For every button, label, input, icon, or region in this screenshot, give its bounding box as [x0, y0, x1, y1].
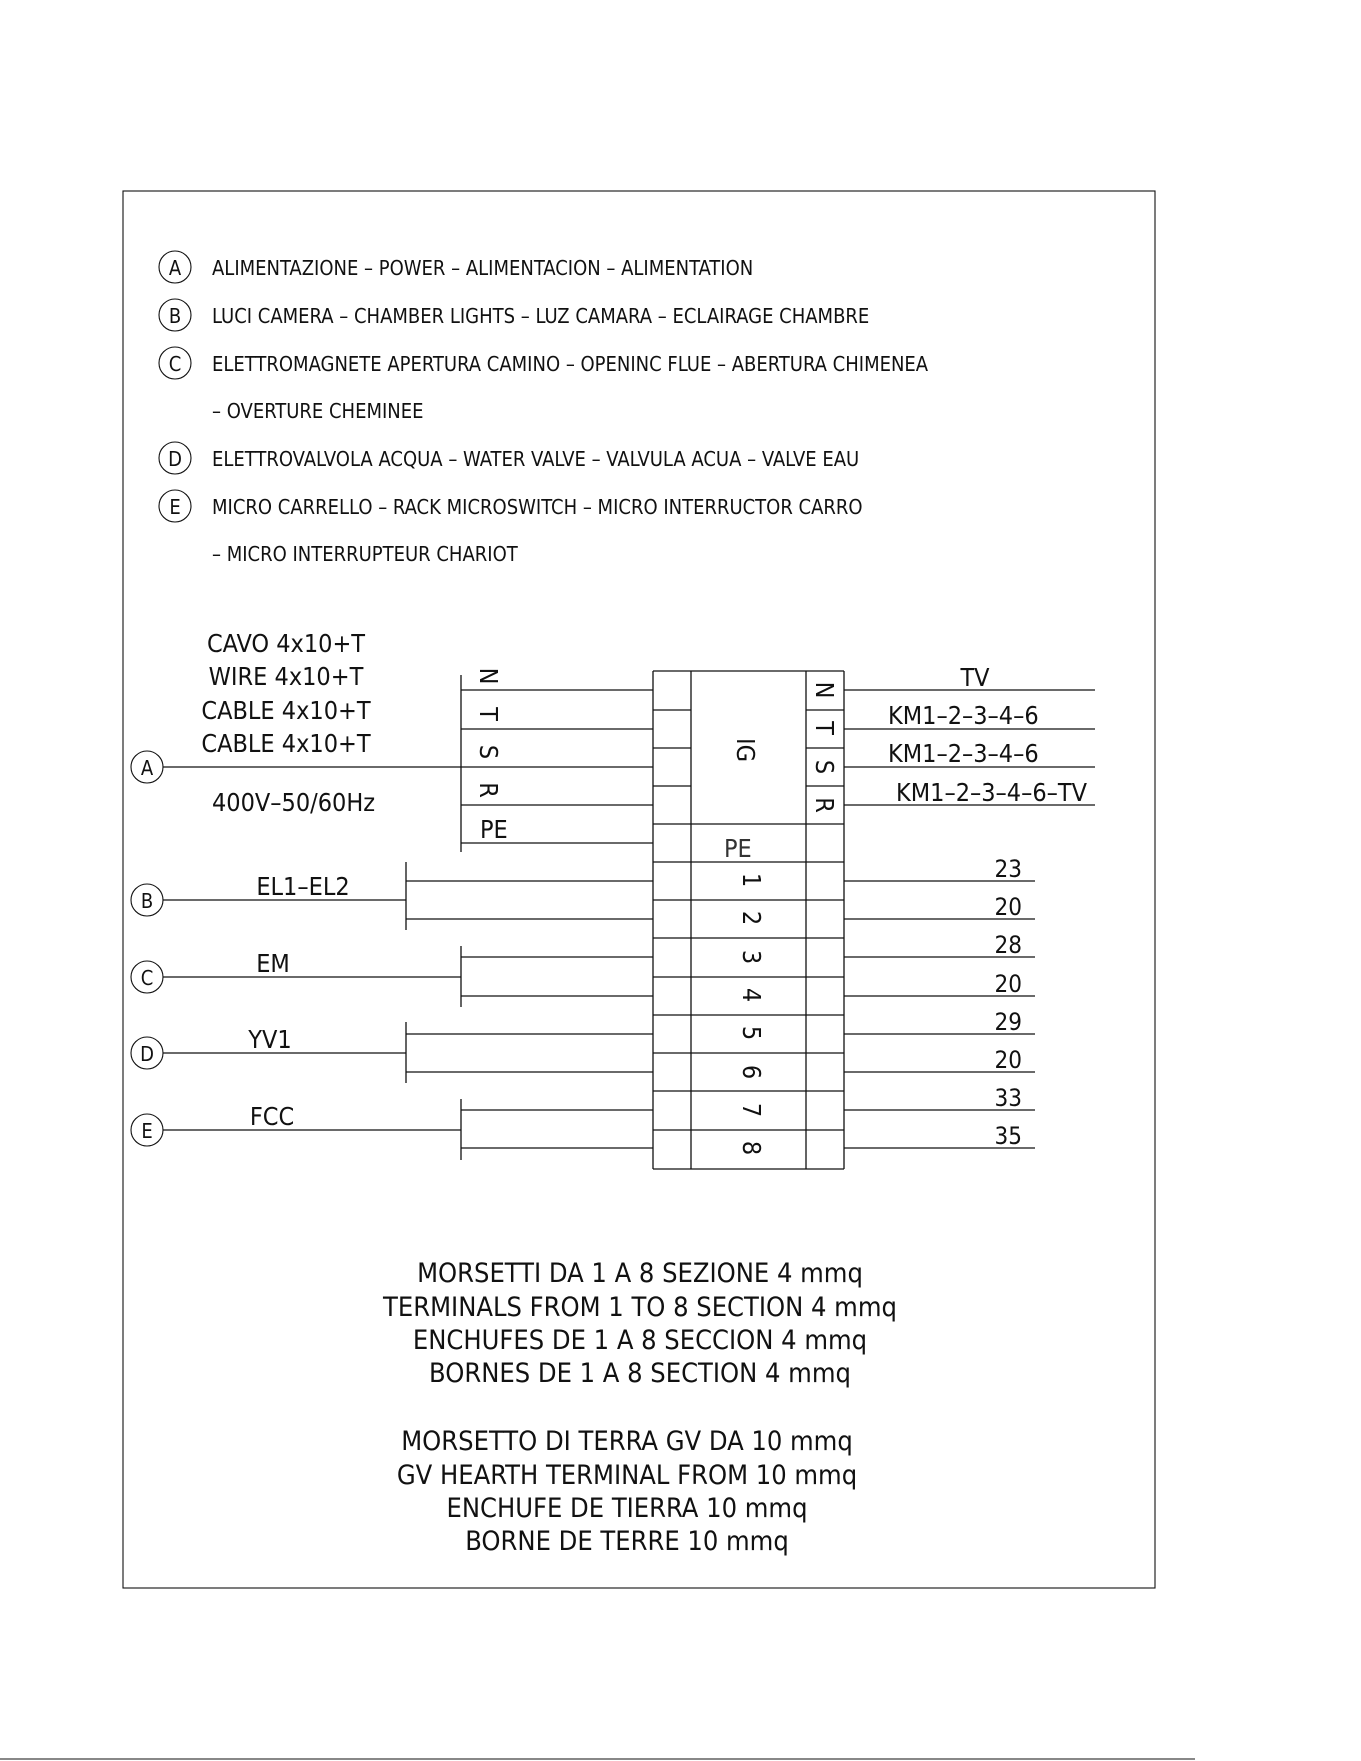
legend-item-d [159, 442, 859, 474]
load-d [131, 1022, 653, 1083]
out-phase-s: S [810, 759, 839, 775]
legend-text-continued: – MICRO INTERRUPTEUR CHARIOT [212, 542, 518, 566]
output-label-tv: TV [960, 663, 990, 692]
wire-number: 28 [994, 931, 1022, 959]
wire-number: 23 [994, 855, 1022, 883]
wire-number: 20 [994, 893, 1022, 921]
legend-text: ELETTROVALVOLA ACQUA – WATER VALVE – VALVULA ACUA – VALVE EAU [212, 447, 860, 471]
terminal-number: 5 [737, 1025, 766, 1041]
wire-number: 20 [994, 1046, 1022, 1074]
terminal-number: 2 [737, 910, 766, 926]
load-b [131, 862, 653, 930]
legend-text: LUCI CAMERA – CHAMBER LIGHTS – LUZ CAMARA – ECLAIRAGE CHAMBRE [212, 304, 870, 328]
power-supply [131, 629, 653, 852]
note-terminals-line: ENCHUFES DE 1 A 8 SECCION 4 mmq [412, 1325, 868, 1356]
phase-label-n: N [474, 667, 503, 685]
out-phase-r: R [810, 797, 839, 813]
legend-text: ALIMENTAZIONE – POWER – ALIMENTACION – ALIMENTATION [212, 256, 754, 280]
voltage-label: 400V–50/60Hz [212, 788, 376, 817]
note-earth-line: MORSETTO DI TERRA GV DA 10 mmq [401, 1426, 853, 1457]
phase-label-r: R [474, 782, 503, 798]
legend-letter: E [169, 495, 181, 519]
legend-item-e [159, 490, 863, 566]
main-switch-label: IG [731, 737, 760, 763]
phase-label-t: T [474, 707, 503, 721]
pe-label-block: PE [724, 834, 752, 863]
phase-label-s: S [474, 744, 503, 760]
note-earth-line: GV HEARTH TERMINAL FROM 10 mmq [396, 1460, 858, 1491]
note-terminals-line: BORNES DE 1 A 8 SECTION 4 mmq [429, 1358, 851, 1389]
wire-number: 35 [994, 1122, 1022, 1150]
legend-item-a [159, 251, 753, 283]
load-name: EM [256, 949, 290, 978]
cable-spec: WIRE 4x10+T [208, 662, 364, 691]
legend-text: ELETTROMAGNETE APERTURA CAMINO – OPENINC FLUE – ABERTURA CHIMENEA [212, 352, 929, 376]
cable-spec: CABLE 4x10+T [201, 729, 371, 758]
terminal-number: 7 [737, 1102, 766, 1118]
legend-text-continued: – OVERTURE CHEMINEE [212, 399, 424, 423]
note-terminals-line: MORSETTI DA 1 A 8 SEZIONE 4 mmq [417, 1258, 863, 1289]
badge-letter: A [140, 756, 154, 780]
power-outputs [844, 663, 1095, 807]
terminal-outputs [844, 855, 1035, 1150]
note-terminals-line: TERMINALS FROM 1 TO 8 SECTION 4 mmq [383, 1292, 897, 1323]
cable-spec: CAVO 4x10+T [206, 629, 366, 658]
legend-letter: B [168, 304, 182, 328]
note-earth-line: ENCHUFE DE TIERRA 10 mmq [446, 1493, 808, 1524]
load-name: EL1–EL2 [256, 872, 350, 901]
legend-letter: A [168, 256, 182, 280]
out-phase-n: N [810, 681, 839, 699]
badge-letter: B [140, 889, 154, 913]
terminal-number: 6 [737, 1064, 766, 1080]
terminal-number: 1 [737, 872, 766, 888]
cable-spec: CABLE 4x10+T [201, 696, 371, 725]
legend [159, 251, 929, 566]
terminal-number: 3 [737, 949, 766, 965]
terminal-number: 4 [737, 987, 766, 1003]
load-c [131, 946, 653, 1007]
legend-letter: C [168, 352, 182, 376]
legend-item-c [159, 347, 929, 423]
out-phase-t: T [810, 721, 839, 735]
note-earth-line: BORNE DE TERRE 10 mmq [465, 1526, 789, 1557]
wire-number: 33 [994, 1084, 1022, 1112]
output-label-km: KM1–2–3–4–6 [888, 739, 1039, 768]
output-label-km-tv: KM1–2–3–4–6–TV [896, 778, 1088, 807]
badge-letter: E [141, 1119, 153, 1143]
wire-number: 20 [994, 970, 1022, 998]
load-e [131, 1099, 653, 1160]
terminal-block [653, 671, 844, 1169]
terminal-number: 8 [737, 1140, 766, 1156]
legend-letter: D [168, 447, 182, 471]
legend-item-b [159, 299, 869, 331]
badge-letter: C [140, 966, 154, 990]
load-name: FCC [249, 1102, 295, 1131]
notes [382, 1258, 897, 1557]
output-label-km: KM1–2–3–4–6 [888, 701, 1039, 730]
legend-text: MICRO CARRELLO – RACK MICROSWITCH – MICRO INTERRUCTOR CARRO [212, 495, 863, 519]
wire-number: 29 [994, 1008, 1022, 1036]
pe-label-left: PE [480, 815, 508, 844]
badge-letter: D [140, 1042, 154, 1066]
load-name: YV1 [248, 1025, 292, 1054]
